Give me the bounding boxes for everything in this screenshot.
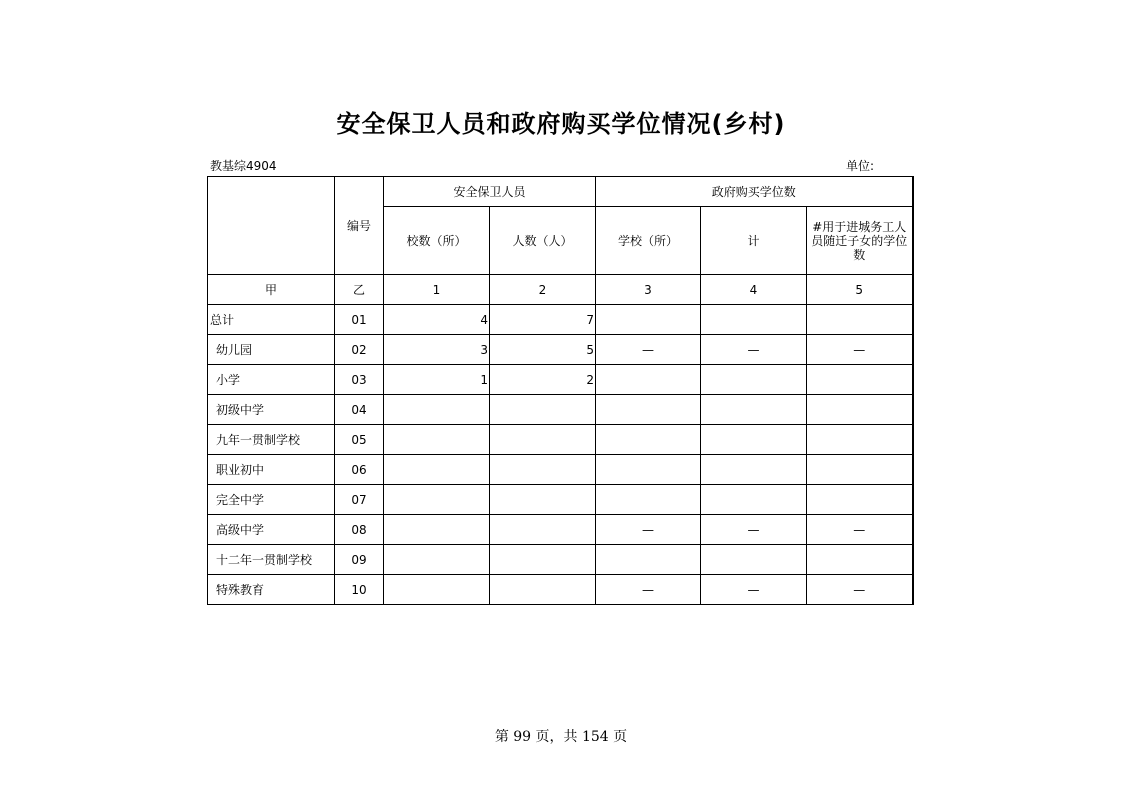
row-total: — (701, 575, 807, 605)
table-row (208, 575, 913, 605)
row-migrant: — (807, 515, 913, 545)
row-code: 05 (335, 425, 384, 455)
row-code: 07 (335, 485, 384, 515)
row-total (701, 485, 807, 515)
row-code: 04 (335, 395, 384, 425)
row-people (490, 545, 596, 575)
row-people: 7 (490, 305, 596, 335)
row-schools: 1 (384, 365, 490, 395)
row-code: 02 (335, 335, 384, 365)
row-schools (384, 395, 490, 425)
row-purchase-schools: — (596, 335, 701, 365)
row-code: 10 (335, 575, 384, 605)
table-row (208, 455, 913, 485)
row-name: 初级中学 (208, 395, 335, 425)
row-migrant (807, 365, 913, 395)
row-people (490, 485, 596, 515)
row-name: 完全中学 (208, 485, 335, 515)
row-name: 幼儿园 (208, 335, 335, 365)
index-2: 2 (490, 275, 596, 305)
row-people (490, 515, 596, 545)
row-name: 特殊教育 (208, 575, 335, 605)
header-group-security: 安全保卫人员 (384, 177, 596, 207)
row-name: 九年一贯制学校 (208, 425, 335, 455)
form-code: 教基综4904 (210, 159, 277, 173)
row-schools (384, 425, 490, 455)
row-people (490, 455, 596, 485)
row-schools (384, 575, 490, 605)
row-purchase-schools (596, 545, 701, 575)
header-blank-cell (208, 177, 335, 275)
row-people: 2 (490, 365, 596, 395)
index-5: 5 (807, 275, 913, 305)
row-code: 09 (335, 545, 384, 575)
table-row (208, 515, 913, 545)
row-purchase-schools (596, 455, 701, 485)
row-purchase-schools (596, 395, 701, 425)
row-total: — (701, 335, 807, 365)
table-row (208, 335, 913, 365)
row-migrant: — (807, 335, 913, 365)
row-total (701, 425, 807, 455)
table-row (208, 395, 913, 425)
row-migrant (807, 455, 913, 485)
row-name: 小学 (208, 365, 335, 395)
row-code: 06 (335, 455, 384, 485)
row-schools (384, 455, 490, 485)
row-migrant (807, 305, 913, 335)
row-code: 08 (335, 515, 384, 545)
header-purchase-schools: 学校（所） (596, 207, 701, 275)
table-row (208, 365, 913, 395)
row-total (701, 305, 807, 335)
row-total (701, 455, 807, 485)
row-total (701, 395, 807, 425)
row-name: 十二年一贯制学校 (208, 545, 335, 575)
header-people: 人数（人） (490, 207, 596, 275)
row-migrant (807, 485, 913, 515)
index-3: 3 (596, 275, 701, 305)
page-number: 第 99 页，共 154 页 (494, 729, 628, 745)
header-total: 计 (701, 207, 807, 275)
row-people (490, 395, 596, 425)
index-code: 乙 (335, 275, 384, 305)
row-purchase-schools: — (596, 515, 701, 545)
row-migrant (807, 395, 913, 425)
row-total (701, 365, 807, 395)
table-row (208, 545, 913, 575)
index-name: 甲 (208, 275, 335, 305)
row-schools: 4 (384, 305, 490, 335)
row-schools (384, 485, 490, 515)
index-4: 4 (701, 275, 807, 305)
row-total (701, 545, 807, 575)
row-total: — (701, 515, 807, 545)
row-purchase-schools (596, 365, 701, 395)
row-code: 01 (335, 305, 384, 335)
row-migrant: — (807, 575, 913, 605)
row-name: 总计 (208, 305, 335, 335)
page-title: 安全保卫人员和政府购买学位情况(乡村) (336, 110, 786, 138)
row-people (490, 575, 596, 605)
table-row (208, 305, 913, 335)
table-row (208, 485, 913, 515)
unit-label: 单位: (846, 159, 875, 173)
row-name: 高级中学 (208, 515, 335, 545)
statistics-table (207, 176, 914, 605)
row-purchase-schools (596, 305, 701, 335)
row-code: 03 (335, 365, 384, 395)
row-purchase-schools (596, 485, 701, 515)
row-people (490, 425, 596, 455)
table-row (208, 425, 913, 455)
header-migrant: #用于进城务工人员随迁子女的学位数 (807, 207, 913, 275)
row-migrant (807, 545, 913, 575)
header-schools: 校数（所） (384, 207, 490, 275)
row-schools: 3 (384, 335, 490, 365)
row-name: 职业初中 (208, 455, 335, 485)
header-code: 编号 (335, 177, 384, 275)
row-migrant (807, 425, 913, 455)
row-people: 5 (490, 335, 596, 365)
row-purchase-schools (596, 425, 701, 455)
row-schools (384, 515, 490, 545)
header-group-purchase: 政府购买学位数 (596, 177, 913, 207)
index-1: 1 (384, 275, 490, 305)
row-purchase-schools: — (596, 575, 701, 605)
row-schools (384, 545, 490, 575)
